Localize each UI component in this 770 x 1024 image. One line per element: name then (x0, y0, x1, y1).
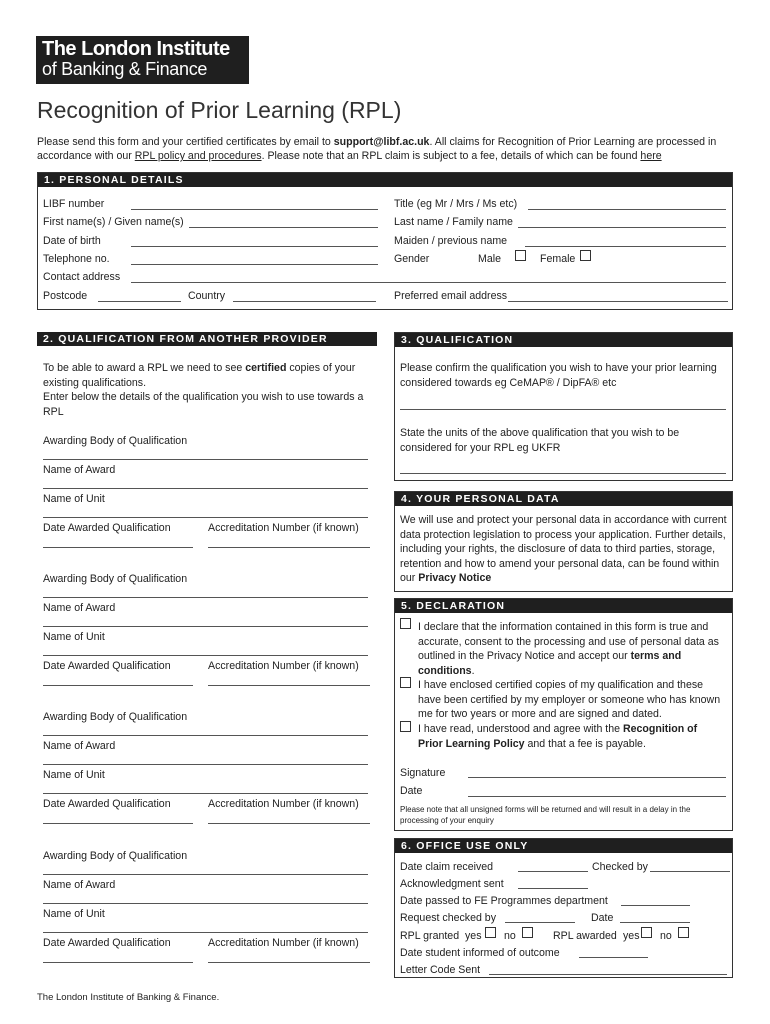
female-checkbox[interactable] (580, 250, 591, 261)
male-label: Male (478, 253, 501, 265)
rpl-awarded-no-label: no (660, 930, 672, 942)
rpl-granted-yes-checkbox[interactable] (485, 927, 496, 938)
section-2-intro: To be able to award a RPL we need to see certified copies of your existing qualifications. Enter below the details of the qualification you wish to use towards a RPL (43, 362, 364, 418)
accreditation-field[interactable] (208, 547, 370, 548)
postcode-label: Postcode (43, 290, 88, 302)
awarding-body-field[interactable] (43, 459, 368, 460)
section-4-heading: 4. YOUR PERSONAL DATA (395, 492, 732, 506)
ack-sent-field[interactable] (518, 888, 588, 889)
date-awarded-field[interactable] (43, 962, 193, 963)
contact-address-field[interactable] (131, 282, 726, 283)
first-name-field[interactable] (189, 227, 378, 228)
qualification-units-text: State the units of the above qualification that you wish to be considered for your RPL eg UKFR (400, 427, 680, 454)
declaration-1-checkbox[interactable] (400, 618, 411, 629)
date-awarded-label: Date Awarded Qualification (43, 522, 171, 534)
declaration-date-label: Date (400, 785, 423, 797)
awarding-body-label: Awarding Body of Qualification (43, 435, 188, 447)
female-label: Female (540, 253, 576, 265)
libf-logo (36, 36, 249, 84)
accreditation-field[interactable] (208, 962, 370, 963)
section-2-heading: 2. QUALIFICATION FROM ANOTHER PROVIDER (37, 332, 377, 346)
fee-here-link[interactable]: here (640, 150, 662, 162)
name-of-unit-label: Name of Unit (43, 769, 105, 781)
date-awarded-label: Date Awarded Qualification (43, 660, 171, 672)
libf-number-label: LIBF number (43, 198, 105, 210)
awarding-body-field[interactable] (43, 597, 368, 598)
dob-label: Date of birth (43, 235, 101, 247)
request-checked-field[interactable] (505, 922, 575, 923)
intro-text: Please send this form and your certified certificates by email to support@libf.ac.uk. All claims for Recognition of Prior Learning are processed in accordance with our RPL policy and procedures. Please note that an RPL claim is subject to a fee, details of which can be found here (37, 136, 717, 162)
ack-sent-label: Acknowledgment sent (400, 878, 504, 890)
rpl-granted-no-checkbox[interactable] (522, 927, 533, 938)
date-awarded-label: Date Awarded Qualification (43, 798, 171, 810)
date-received-label: Date claim received (400, 861, 494, 873)
awarding-body-field[interactable] (43, 735, 368, 736)
accreditation-field[interactable] (208, 823, 370, 824)
date-awarded-field[interactable] (43, 823, 193, 824)
rpl-granted-label: RPL granted (400, 930, 460, 942)
country-label: Country (188, 290, 226, 302)
postcode-field[interactable] (98, 301, 181, 302)
accreditation-label: Accreditation Number (if known) (208, 937, 359, 949)
letter-code-label: Letter Code Sent (400, 964, 481, 976)
section-5-heading: 5. DECLARATION (395, 599, 732, 613)
name-of-award-field[interactable] (43, 903, 368, 904)
name-of-award-field[interactable] (43, 764, 368, 765)
declaration-date-field[interactable] (468, 796, 726, 797)
dob-field[interactable] (131, 246, 378, 247)
name-of-award-label: Name of Award (43, 602, 116, 614)
rpl-awarded-label: RPL awarded (553, 930, 617, 942)
maiden-name-label: Maiden / previous name (394, 235, 508, 247)
awarding-body-field[interactable] (43, 874, 368, 875)
name-of-unit-field[interactable] (43, 932, 368, 933)
preferred-email-label: Preferred email address (394, 290, 508, 302)
qualification-section (394, 332, 733, 481)
privacy-notice-link[interactable]: Privacy Notice (418, 572, 492, 584)
declaration-2-checkbox[interactable] (400, 677, 411, 688)
qualification-confirm-text: Please confirm the qualification you wish to have your prior learning considered towards eg CeMAP® / DipFA® etc (400, 362, 717, 389)
date-awarded-label: Date Awarded Qualification (43, 937, 171, 949)
name-of-unit-field[interactable] (43, 793, 368, 794)
maiden-name-field[interactable] (525, 246, 726, 247)
libf-number-field[interactable] (131, 209, 378, 210)
rpl-granted-no-label: no (504, 930, 516, 942)
rpl-policy-link[interactable]: RPL policy and procedures (134, 150, 262, 162)
male-checkbox[interactable] (515, 250, 526, 261)
name-of-unit-label: Name of Unit (43, 908, 105, 920)
preferred-email-field[interactable] (508, 301, 728, 302)
date-passed-label: Date passed to FE Programmes department (400, 895, 608, 907)
section-6-heading: 6. OFFICE USE ONLY (395, 839, 732, 853)
title-label: Title (eg Mr / Mrs / Ms etc) (394, 198, 518, 210)
rpl-granted-yes-label: yes (465, 930, 482, 942)
telephone-label: Telephone no. (43, 253, 110, 265)
office-date-label: Date (591, 912, 614, 924)
accreditation-field[interactable] (208, 685, 370, 686)
request-checked-label: Request checked by (400, 912, 496, 924)
footer-text: The London Institute of Banking & Finance. (37, 992, 220, 1003)
accreditation-label: Accreditation Number (if known) (208, 798, 359, 810)
name-of-unit-field[interactable] (43, 655, 368, 656)
signature-label: Signature (400, 767, 446, 779)
contact-address-label: Contact address (43, 271, 121, 283)
checked-by-field[interactable] (650, 871, 730, 872)
name-of-award-label: Name of Award (43, 879, 116, 891)
section-1-heading: 1. PERSONAL DETAILS (38, 173, 732, 187)
date-awarded-field[interactable] (43, 547, 193, 548)
name-of-unit-label: Name of Unit (43, 493, 105, 505)
gender-label: Gender (394, 253, 430, 265)
awarding-body-label: Awarding Body of Qualification (43, 850, 188, 862)
qualification-confirm-field[interactable] (400, 409, 726, 410)
office-date-field[interactable] (620, 922, 690, 923)
declaration-1-text: I declare that the information contained in this form is true and accurate, consent to the processing and use of personal data as outlined in the Privacy Notice and accept our terms and conditions. (418, 621, 719, 677)
rpl-awarded-no-checkbox[interactable] (678, 927, 689, 938)
name-of-unit-label: Name of Unit (43, 631, 105, 643)
last-name-label: Last name / Family name (394, 216, 513, 228)
qualification-units-field[interactable] (400, 473, 726, 474)
date-informed-label: Date student informed of outcome (400, 947, 560, 959)
personal-data-text: We will use and protect your personal data in accordance with current data protection legislation to process your application. Further details, including your rights, the disclosure of data to third parties, storage, retention and how to amend your personal data, can be found within our Privacy Notice (400, 514, 727, 584)
name-of-award-label: Name of Award (43, 740, 116, 752)
checked-by-label: Checked by (592, 861, 648, 873)
last-name-field[interactable] (518, 227, 726, 228)
awarding-body-label: Awarding Body of Qualification (43, 573, 188, 585)
name-of-award-field[interactable] (43, 488, 368, 489)
date-informed-field[interactable] (579, 957, 648, 958)
declaration-3-checkbox[interactable] (400, 721, 411, 732)
date-passed-field[interactable] (621, 905, 690, 906)
declaration-3-text: I have read, understood and agree with the Recognition of Prior Learning Policy and that a fee is payable. (418, 723, 698, 750)
country-field[interactable] (233, 301, 376, 302)
accreditation-label: Accreditation Number (if known) (208, 522, 359, 534)
title-field[interactable] (528, 209, 726, 210)
support-email-link[interactable]: support@libf.ac.uk (333, 136, 430, 148)
personal-details-section (37, 172, 733, 310)
date-awarded-field[interactable] (43, 685, 193, 686)
rpl-awarded-yes-label: yes (623, 930, 640, 942)
name-of-award-field[interactable] (43, 626, 368, 627)
page-title: Recognition of Prior Learning (RPL) (37, 97, 402, 123)
declaration-2-text: I have enclosed certified copies of my qualification and these have been certified by my employer or someone who has known me for two years or more and are signed and dated. (418, 679, 721, 720)
signature-field[interactable] (468, 777, 726, 778)
section-3-heading: 3. QUALIFICATION (395, 333, 732, 347)
name-of-award-label: Name of Award (43, 464, 116, 476)
rpl-awarded-yes-checkbox[interactable] (641, 927, 652, 938)
first-name-label: First name(s) / Given name(s) (43, 216, 184, 228)
telephone-field[interactable] (131, 264, 378, 265)
date-received-field[interactable] (518, 871, 588, 872)
accreditation-label: Accreditation Number (if known) (208, 660, 359, 672)
logo-line-2: of Banking & Finance (42, 59, 208, 79)
logo-line-1: The London Institute (42, 38, 230, 60)
awarding-body-label: Awarding Body of Qualification (43, 711, 188, 723)
name-of-unit-field[interactable] (43, 517, 368, 518)
letter-code-field[interactable] (489, 974, 727, 975)
unsigned-forms-note: Please note that all unsigned forms will be returned and will result in a delay in the processing of your enquiry (400, 805, 691, 825)
